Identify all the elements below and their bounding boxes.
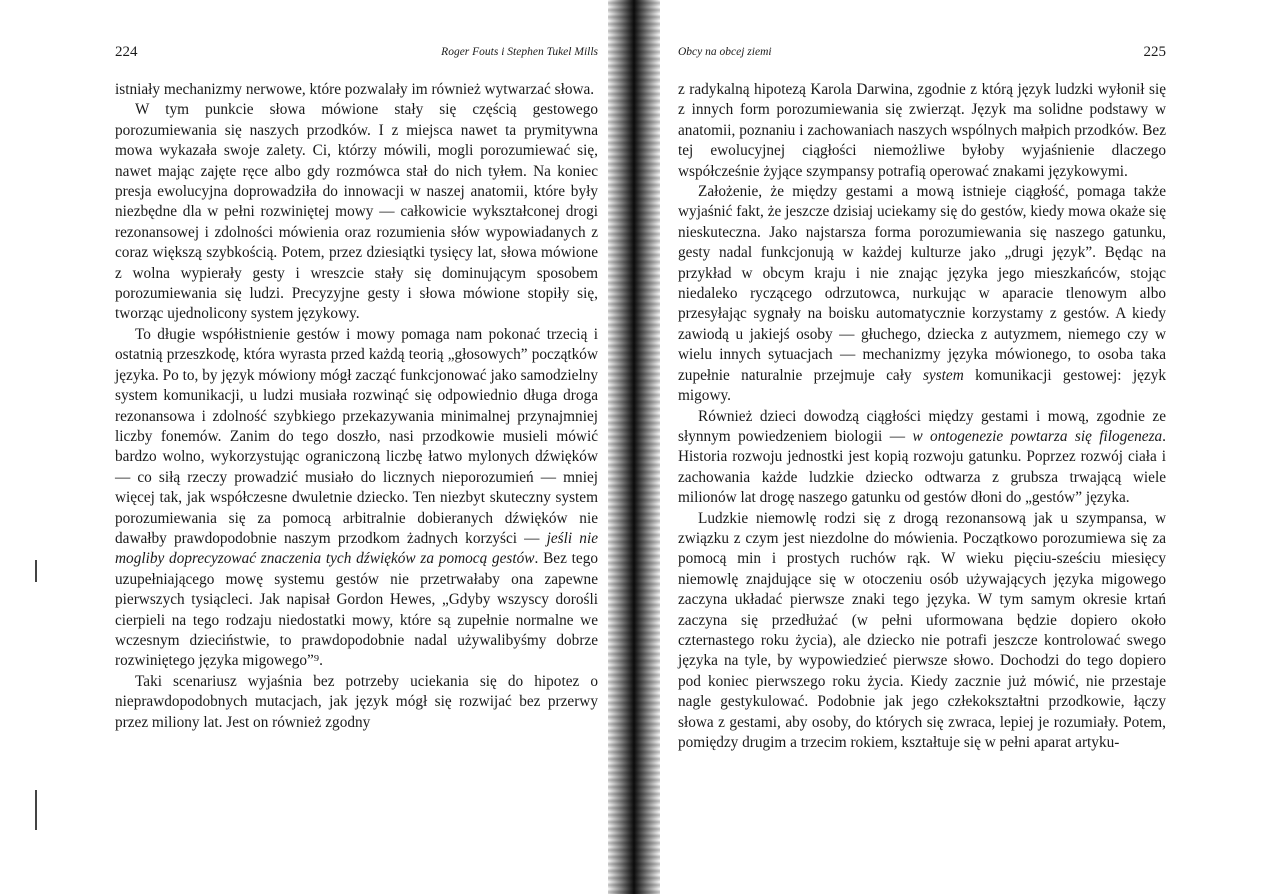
paragraph-text: . Bez tego uzupełniającego mowę systemu gestów nie przetrwałaby ona zapewne pierwszych tysiącleci. Jak napisał Gordon Hewes, „Gdyby wszyscy dorośli cierpieli na tego rodzaju niedostatki mowy, które są zupełnie normalne we wczesnym dzieciństwie, to prawdopodobnie nadal używalibyśmy dobrze rozwiniętego języka migowego”⁹.: [115, 550, 599, 670]
paragraph-text: To długie współistnienie gestów i mowy pomaga nam pokonać trzecią i ostatnią przeszkodę, która wyrasta przed każdą teorią „głosowych” początków języka. Po to, by język mówiony mógł zacząć funkcjonować jako samodzielny system komunikacji, u ludzi musiała rozwinąć się odpowiednio długa droga rezonansowa i zdolność szybkiego przekazywania minimalnej przynajmniej liczby fonemów. Zanim do tego doszło, nasi przodkowie musieli mówić bardzo wolno, wykorzystując ograniczoną liczbę łatwo mylonych dźwięków — co siłą rzeczy prowadzić musiało do licznych nieporozumień — mniej więcej tak, jak współczesne dwuletnie dziecko. Ten niezbyt skuteczny system porozumiewania się za pomocą arbitralnie dobieranych dźwięków nie dawałby prawdopodobnie naszym przodkom żadnych korzyści —: [115, 325, 598, 547]
right-running-head: [668, 42, 1166, 62]
scan-margin-mark: [35, 560, 37, 582]
paragraph: Taki scenariusz wyjaśnia bez potrzeby uciekania się do hipotez o nieprawdopodobnych mutacjach, jak język mógł się rozwijać bez przerwy przez miliony lat. Jest on również zgodny: [115, 672, 598, 731]
emphasized-text: w ontogenezie powtarza się filogeneza: [912, 427, 1163, 445]
paragraph: [678, 407, 1166, 509]
paragraph: z radykalną hipotezą Karola Darwina, zgodnie z którą język ludzki wyłonił się z innych form porozumiewania się zwierząt. Język ma solidne podstawy w anatomii, poznaniu i zachowaniach naszych wspólnych małpich przodków. Bez tej ewolucyjnej ciągłości niemożliwe byłoby wyjaśnienie dlaczego współcześnie żyjące szympansy potrafią operować znakami językowymi.: [678, 81, 1166, 180]
paragraph: [115, 325, 598, 672]
paragraph-text: Również dzieci dowodzą ciągłości między gestami i mową, zgodnie ze słynnym powiedzeniem biologii —: [678, 407, 1166, 445]
scan-margin-mark: [35, 790, 37, 830]
emphasized-text: jeśli nie mogliby doprecyzować znaczenia tych dźwięków za pomocą gestów: [115, 529, 598, 568]
left-running-head: [100, 42, 598, 62]
paragraph-text: komunikacji gestowej: język migowy.: [678, 366, 1166, 405]
right-running-head-title: Obcy na obcej ziemi: [678, 46, 772, 58]
emphasized-text: system: [922, 366, 964, 384]
left-body-text: [115, 80, 598, 733]
left-running-head-title: Roger Fouts i Stephen Tukel Mills: [441, 46, 598, 58]
right-body-text: [678, 80, 1166, 753]
paragraph: [678, 182, 1166, 406]
right-page-number: 225: [1143, 44, 1166, 60]
left-page-number: 224: [115, 44, 138, 60]
book-gutter-shadow: [608, 0, 660, 894]
right-page: [668, 0, 1166, 894]
paragraph: istniały mechanizmy nerwowe, które pozwalały im również wytwarzać słowa.: [115, 81, 595, 98]
paragraph-text: Założenie, że między gestami a mową istnieje ciągłość, pomaga także wyjaśnić fakt, że jeszcze dzisiaj uciekamy się do gestów, kiedy mowa okaże się nieskuteczna. Jako najstarsza forma porozumiewania się naszego gatunku, gesty nadal funkcjonują w każdej kulturze jako „drugi język”. Będąc na przykład w obcym kraju i nie znając języka jego mieszkańców, stojąc niedaleko ryczącego odrzutowca, nurkując w aparacie tlenowym albo przesyłając sygnały na boisku automatycznie korzystamy z gestów. A kiedy zawiodą u jakiejś osoby — głuchego, dziecka z autyzmem, niemego czy w wielu innych sytuacjach — mechanizmy języka mówionego, to osoba taka zupełnie naturalnie przejmuje cały: [678, 183, 1166, 384]
paragraph: Ludzkie niemowlę rodzi się z drogą rezonansową jak u szympansa, w związku z czym jest niezdolne do mówienia. Początkowo porozumiewa się za pomocą min i prostych ruchów rąk. W wieku pięciu-sześciu miesięcy niemowlę znajdujące się w otoczeniu osób używających języka migowego zaczyna układać pierwsze znaki tego języka. W tym samym okresie krtań zaczyna się przedłużać (w pełni uformowana będzie dopiero około czternastego roku życia), ale dziecko nie potrafi jeszcze kontrolować swego języka na tyle, by wypowiedzieć pierwsze słowo. Dochodzi do tego dopiero pod koniec pierwszego roku życia. Kiedy zacznie już mówić, nie przestaje nagle gestykulować. Podobnie jak jego człekokształtni przodkowie, łączy słowa z gestami, aby osoby, do których się zwraca, lepiej je rozumiały. Potem, pomiędzy drugim a trzecim rokiem, kształtuje się w pełni aparat artyku-: [678, 509, 1166, 751]
paragraph: W tym punkcie słowa mówione stały się częścią gestowego porozumiewania się naszych przodków. I z miejsca nawet ta prymitywna mowa wykazała swoje zalety. Ci, którzy mówili, mogli porozumiewać się, nawet mając zajęte ręce albo gdy rozmówca stał do nich tyłem. Na koniec presja ewolucyjna doprowadziła do innowacji w naszej anatomii, które były niezbędne dla w pełni rozwiniętej mowy — całkowicie wykształconej drogi rezonansowej i zdolności mówienia oraz rozumienia słów wypowiadanych z coraz większą szybkością. Potem, przez dziesiątki tysięcy lat, słowa mówione z wolna wypierały gesty i wreszcie stały się dominującym sposobem porozumiewania się ludzi. Precyzyjne gesty i słowa mówione stopiły się, tworząc ujednolicony system językowy.: [115, 101, 598, 323]
left-page: [100, 0, 598, 894]
paragraph-text: . Historia rozwoju jednostki jest kopią rozwoju gatunku. Poprzez rozwój ciała i zachowania każde ludzkie dziecko odtwarza z grubsza trwającą wiele milionów lat drogę naszego gatunku od gestów dłoni do „gestów” języka.: [678, 427, 1166, 507]
